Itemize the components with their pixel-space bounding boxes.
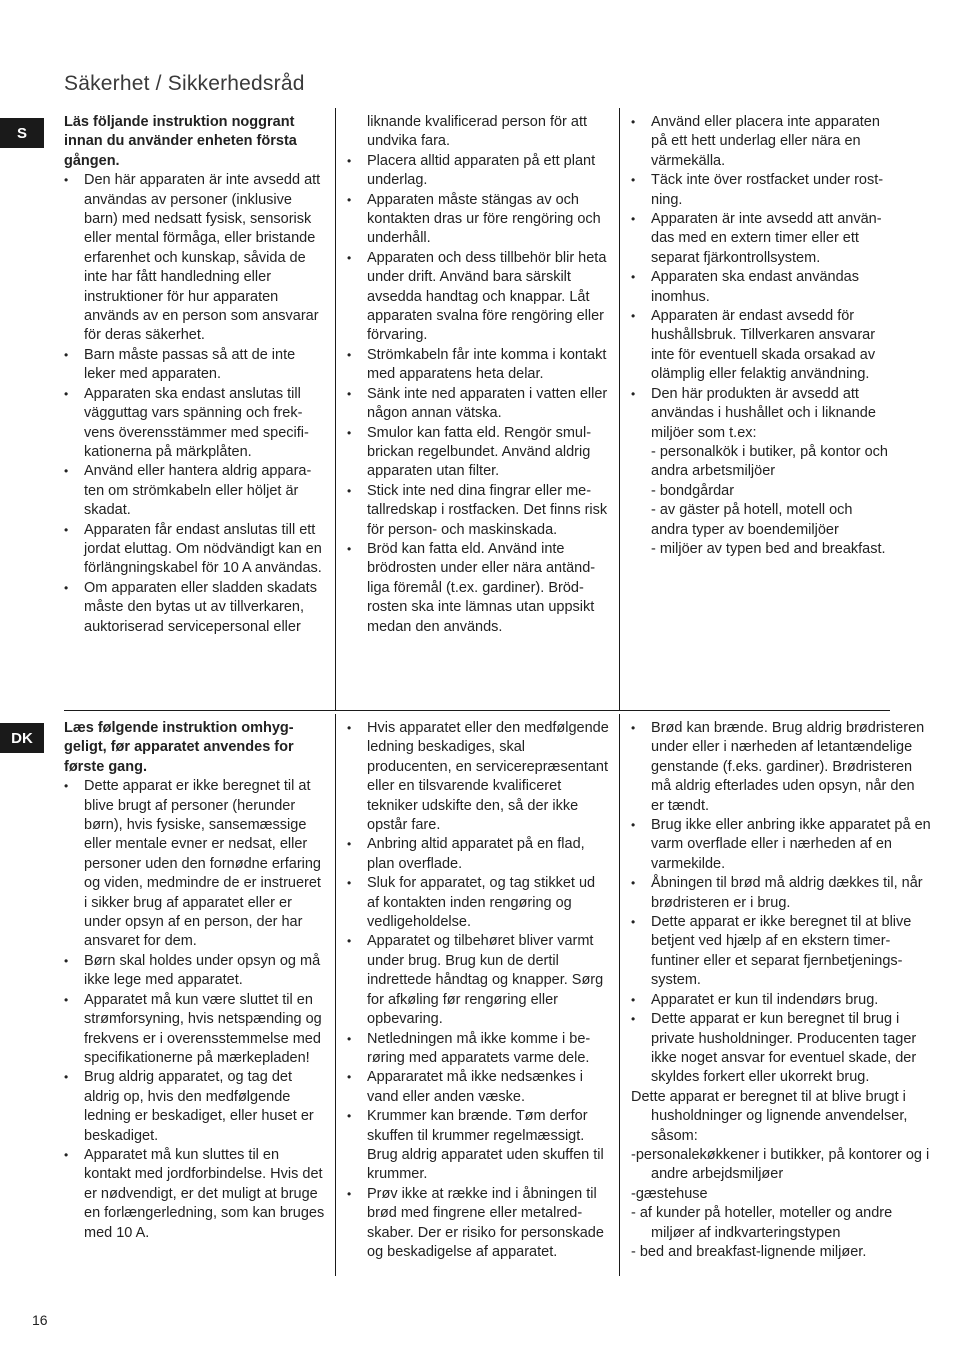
list-item: • Anbring altid apparatet på en flad, plan overflade.	[347, 835, 611, 874]
list-item: • Apparaten får endast anslutas till ett jordat eluttag. Om nödvändigt kan en förlängningskabel för 10 A användas.	[64, 521, 326, 579]
column-divider	[335, 714, 336, 1276]
dk-column-3	[631, 719, 931, 1262]
sub-list-item: - personalkök i butiker, på kontor och andra arbetsmiljöer	[651, 443, 888, 480]
page-title: Säkerhet / Sikkerhedsråd	[64, 72, 305, 95]
list-item: • Använd eller hantera aldrig apparaten om strömkabeln eller höljet är skadat.	[64, 462, 326, 520]
list-item: • Apparaten är endast avsedd för hushållsbruk. Tillverkaren ansvarar inte för eventuell skada orsakad av olämplig eller felaktig användning.	[631, 307, 893, 385]
list-item: • Täck inte över rostfacket under rostning.	[631, 171, 893, 210]
dk-column-1	[64, 719, 326, 1243]
list-item: • Appararatet må ikke nedsænkes i vand eller anden væske.	[347, 1068, 611, 1107]
list-item: • Børn skal holdes under opsyn og må ikke lege med apparatet.	[64, 952, 326, 991]
list-item: • Smulor kan fatta eld. Rengör smulbrickan regelbundet. Använd aldrig apparaten utan filter.	[347, 424, 611, 482]
list-item: • Krummer kan brænde. Tøm derfor skuffen til krummer regelmæssigt. Brug aldrig apparatet uden skuffen til krummer.	[347, 1107, 611, 1185]
dk-intro: Læs følgende instruktion omhyggeligt, før apparatet anvendes for første gang.	[64, 720, 294, 775]
trailing-paragraph: Dette apparat er beregnet til at blive brugt i husholdninger og lignende anvendelser, såsom:	[631, 1088, 908, 1144]
sv-intro: Läs följande instruktion noggrant innan du använder enheten första gången.	[64, 114, 297, 169]
column-divider	[619, 108, 620, 710]
list-item: • Dette apparat er ikke beregnet til at blive brugt af personer (herunder børn), hvis fysiske, sansemæssige eller mentale evner er nedsat, eller personer uden den fornødne erfaring og viden, medmindre de er instrueret i sikker brug af apparatet eller er under opsyn af en person, der har ansvaret for dem.	[64, 777, 326, 952]
sv-column-2	[347, 113, 611, 637]
dk-column-2	[347, 719, 611, 1262]
sv-column-3	[631, 113, 893, 559]
list-item: • Apparaten ska endast användas inomhus.	[631, 268, 893, 307]
list-item: • Apparatet må kun sluttes til en kontakt med jordforbindelse. Hvis det er nødvendigt, er det muligt at bruge en forlængerledning, som kan bruges med 10 A.	[64, 1146, 326, 1243]
list-item: • Prøv ikke at række ind i åbningen til brød med fingrene eller metalredskaber. Der er risiko for personskade og beskadigelse af apparatet.	[347, 1185, 611, 1263]
list-item: • Brug aldrig apparatet, og tag det aldrig op, hvis den medfølgende ledning er beskadiget, eller huset er beskadiget.	[64, 1068, 326, 1146]
list-item: • Dette apparat er kun beregnet til brug i private husholdninger. Producenten tager ikke noget ansvar for eventuel skade, der skyldes forkert eller ukorrekt brug.	[631, 1010, 931, 1088]
column-divider	[335, 108, 336, 710]
list-item: • Brød kan brænde. Brug aldrig brødristeren under eller i nærheden af letantændelige genstande (f.eks. gardiner). Brødristeren må aldrig efterlades uden opsyn, når den er tændt.	[631, 719, 931, 816]
sv-column-1	[64, 113, 326, 637]
list-item: • Bröd kan fatta eld. Använd inte brödrosten under eller nära antändliga föremål (t.ex. gardiner). Brödrosten ska inte lämnas utan uppsikt medan den används.	[347, 540, 611, 637]
section-divider	[64, 710, 890, 711]
list-item: • Apparaten ska endast anslutas till vägguttag vars spänning och frekvens överensstämmer med specifikationerna på märkplåten.	[64, 385, 326, 463]
list-item: • Apparatet er kun til indendørs brug.	[631, 991, 931, 1010]
list-item: • Apparaten måste stängas av och kontakten dras ur före rengöring och underhåll.	[347, 191, 611, 249]
list-item: • Apparaten är inte avsedd att användas med en extern timer eller ett separat fjärkontrollsystem.	[631, 210, 893, 268]
list-item: • Netledningen må ikke komme i berøring med apparatets varme dele.	[347, 1030, 611, 1069]
list-item: • Åbningen til brød må aldrig dækkes til, når brødristeren er i brug.	[631, 874, 931, 913]
list-item: • Sluk for apparatet, og tag stikket ud af kontakten inden rengøring og vedligeholdelse.	[347, 874, 611, 932]
trailing-item: -gæstehuse	[631, 1185, 708, 1202]
list-item: • Apparatet må kun være sluttet til en strømforsyning, hvis netspænding og frekvens er i overensstemmelse med specifikationerne på mærkepladen!	[64, 991, 326, 1069]
trailing-item: -personalekøkkener i butikker, på kontorer og i andre arbejdsmiljøer	[631, 1146, 930, 1183]
column-divider	[619, 714, 620, 1276]
page-number: 16	[32, 1312, 48, 1328]
list-item-continuation: liknande kvalificerad person för att undvika fara.	[367, 114, 588, 150]
list-item: • Stick inte ned dina fingrar eller metallredskap i rostfacken. Det finns risk för person- och maskinskada.	[347, 482, 611, 540]
trailing-item: - af kunder på hoteller, moteller og andre miljøer af indkvarteringstypen	[631, 1205, 893, 1241]
list-item: • Den här apparaten är inte avsedd att användas av personer (inklusive barn) med nedsatt fysisk, sensorisk eller mental förmåga, eller bristande erfarenhet och kunskap, såvida de inte har fått handledning eller instruktioner för hur apparaten används av en person som ansvarar för deras säkerhet.	[64, 171, 326, 346]
list-item: • Brug ikke eller anbring ikke apparatet på en varm overflade eller i nærheden af en varmekilde.	[631, 816, 931, 874]
sub-list-item: - bondgårdar	[651, 482, 735, 499]
language-tab-swedish: S	[0, 118, 44, 148]
list-item: • Hvis apparatet eller den medfølgende ledning beskadiges, skal producenten, en servicerepræsentant eller en tilsvarende kvalificeret tekniker udskifte den, så der ikke opstår fare.	[347, 719, 611, 835]
list-item: • Apparatet og tilbehøret bliver varmt under brug. Brug kun de dertil indrettede håndtag og knapper. Sørg for afkøling før rengøring eller opbevaring.	[347, 932, 611, 1029]
list-item: • Dette apparat er ikke beregnet til at blive betjent ved hjælp af en ekstern timerfuntiner eller et separat fjernbetjeningssystem.	[631, 913, 931, 991]
trailing-item: - bed and breakfast-lignende miljøer.	[631, 1243, 867, 1260]
list-item: • Barn måste passas så att de inte leker med apparaten.	[64, 346, 326, 385]
language-tab-danish: DK	[0, 723, 44, 753]
list-item: • Apparaten och dess tillbehör blir heta under drift. Använd bara särskilt avsedda handtag och knappar. Låt apparaten svalna före rengöring eller förvaring.	[347, 249, 611, 346]
list-item: • Placera alltid apparaten på ett plant underlag.	[347, 152, 611, 191]
sub-list-item: - miljöer av typen bed and breakfast.	[651, 540, 886, 557]
list-item: • Om apparaten eller sladden skadats måste den bytas ut av tillverkaren, auktoriserad servicepersonal eller	[64, 579, 326, 637]
list-item: • Använd eller placera inte apparaten på ett hett underlag eller nära en värmekälla.	[631, 113, 893, 171]
list-item: • Sänk inte ned apparaten i vatten eller någon annan vätska.	[347, 385, 611, 424]
list-item: • Den här produkten är avsedd att användas i hushållet och i liknande miljöer som t.ex:	[631, 385, 893, 443]
list-item: • Strömkabeln får inte komma i kontakt med apparatens heta delar.	[347, 346, 611, 385]
sub-list-item: - av gäster på hotell, motell och andra typer av boendemiljöer	[651, 502, 853, 538]
